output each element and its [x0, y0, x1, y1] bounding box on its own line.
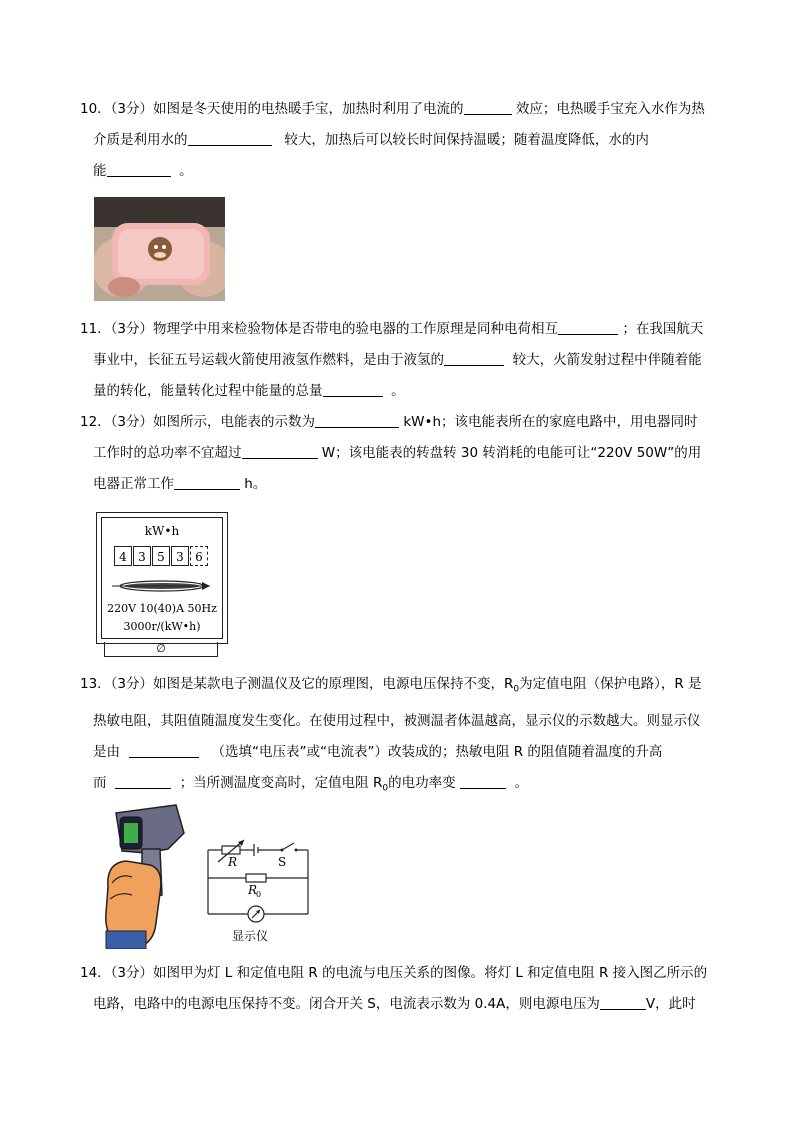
- q13-line1b: 为定值电阻（保护电路），R 是: [519, 676, 702, 692]
- q11-line3b: 。: [391, 383, 405, 399]
- question-13: [80, 669, 720, 804]
- q14-blank-1[interactable]: [600, 993, 646, 1010]
- question-14: [80, 958, 720, 1020]
- q13-blank-3[interactable]: [460, 772, 506, 789]
- meter-digit: 5: [152, 546, 170, 566]
- meter-digit: 3: [133, 546, 151, 566]
- q12-line2: 工作时的总功率不宜超过: [93, 445, 242, 461]
- meter-base: [104, 642, 218, 657]
- meter-panel: [101, 517, 223, 639]
- meter-disc-icon: [110, 576, 214, 596]
- q13-line4d: 。: [514, 774, 528, 791]
- electricity-meter: [96, 512, 228, 644]
- circuit-diagram: [204, 832, 312, 948]
- label-display: 显示仪: [232, 929, 269, 943]
- q10-line2b: 较大，加热后可以较长时间保持温暖；随着温度降低，水的内: [284, 132, 649, 148]
- q11-blank-1[interactable]: [558, 318, 618, 335]
- meter-digits: [114, 546, 209, 566]
- q14-line2: 电路，电路中的电源电压保持不变。闭合开关 S，电流表示数为 0.4A，则电源电压为: [93, 996, 600, 1012]
- question-12: [80, 407, 720, 500]
- q11-line2: 事业中，长征五号运载火箭使用液氢作燃料，是由于液氢的: [93, 352, 444, 368]
- q13-blank-2[interactable]: [115, 772, 171, 789]
- q13-line4b: ；当所测温度变高时，定值电阻 R: [179, 774, 383, 791]
- q14-line2b: V，此时: [645, 996, 696, 1012]
- q10-blank-1[interactable]: [464, 98, 512, 115]
- meter-unit: kW•h: [144, 524, 180, 538]
- q10-line3b: 。: [179, 163, 193, 179]
- q12-line1b: kW•h；该电能表所在的家庭电路中，用电器同时: [403, 414, 698, 430]
- label-r0-sub: 0: [256, 890, 262, 899]
- question-10: [80, 94, 720, 187]
- meter-spec-rating: 220V 10(40)A 50Hz: [107, 602, 217, 615]
- q11-blank-3[interactable]: [323, 380, 383, 397]
- q13-line2: 热敏电阻，其阻值随温度发生变化。在使用过程中，被测温者体温越高，显示仪的示数越大。则显示仪: [93, 712, 701, 729]
- meter-spec-revolutions: 3000r/(kW•h): [123, 620, 201, 633]
- label-s: S: [278, 855, 287, 869]
- q12-line1: 12．（3分）如图所示，电能表的示数为: [80, 414, 316, 430]
- meter-digit: 4: [114, 546, 132, 566]
- q13-line1: 13．（3分）如图是某款电子测温仪及它的原理图，电源电压保持不变，R: [80, 676, 514, 692]
- question-11: [80, 314, 720, 407]
- q12-blank-2[interactable]: [242, 442, 318, 459]
- label-r: R: [228, 855, 238, 869]
- q12-blank-1[interactable]: [315, 411, 399, 428]
- q10-blank-3[interactable]: [107, 160, 171, 177]
- meter-digit-decimal: 6: [190, 546, 208, 566]
- q10-text-b: 效应；电热暖手宝充入水作为热: [515, 101, 705, 117]
- label-r0: R: [248, 883, 258, 897]
- thermometer-illustration: [98, 803, 190, 949]
- q10-line3: 能: [93, 163, 107, 179]
- q10-text: 10．（3分）如图是冬天使用的电热暖手宝，加热时利用了电流的: [80, 101, 464, 117]
- q12-blank-3[interactable]: [174, 473, 240, 490]
- q13-line4-sub: 0: [382, 783, 389, 794]
- meter-digit: 3: [171, 546, 189, 566]
- q11-line1: 11．（3分）物理学中用来检验物体是否带电的验电器的工作原理是同种电荷相互: [80, 321, 559, 337]
- q13-blank-1[interactable]: [129, 741, 199, 758]
- q11-line1b: ；在我国航天: [622, 321, 704, 337]
- q12-line3b: h。: [244, 476, 267, 492]
- meter-base-symbol: ∅: [156, 642, 166, 655]
- q14-line1: 14．（3分）如图甲为灯 L 和定值电阻 R 的电流与电压关系的图像。将灯 L 和定值电阻 R 接入图乙所示的: [80, 965, 708, 981]
- q12-line2b: W；该电能表的转盘转 30 转消耗的电能可让“220V 50W”的用: [321, 445, 702, 461]
- q13-line1-sub: 0: [513, 684, 520, 695]
- q11-line2b: 较大，火箭发射过程中伴随着能: [512, 352, 702, 368]
- q13-line3b: （选填“电压表”或“电流表”）改装成的；热敏电阻 R 的阻值随着温度的升高: [211, 743, 663, 760]
- q10-blank-2[interactable]: [188, 129, 272, 146]
- q13-line3: 是由: [93, 743, 120, 760]
- q11-line3: 量的转化，能量转化过程中能量的总量: [93, 383, 323, 399]
- q10-line2: 介质是利用水的: [93, 132, 188, 148]
- q13-line4c: 的电功率变: [388, 774, 456, 791]
- q13-line4: 而: [93, 774, 107, 791]
- hand-warmer-photo: [94, 197, 225, 301]
- q11-blank-2[interactable]: [444, 349, 504, 366]
- q12-line3: 电器正常工作: [93, 476, 174, 492]
